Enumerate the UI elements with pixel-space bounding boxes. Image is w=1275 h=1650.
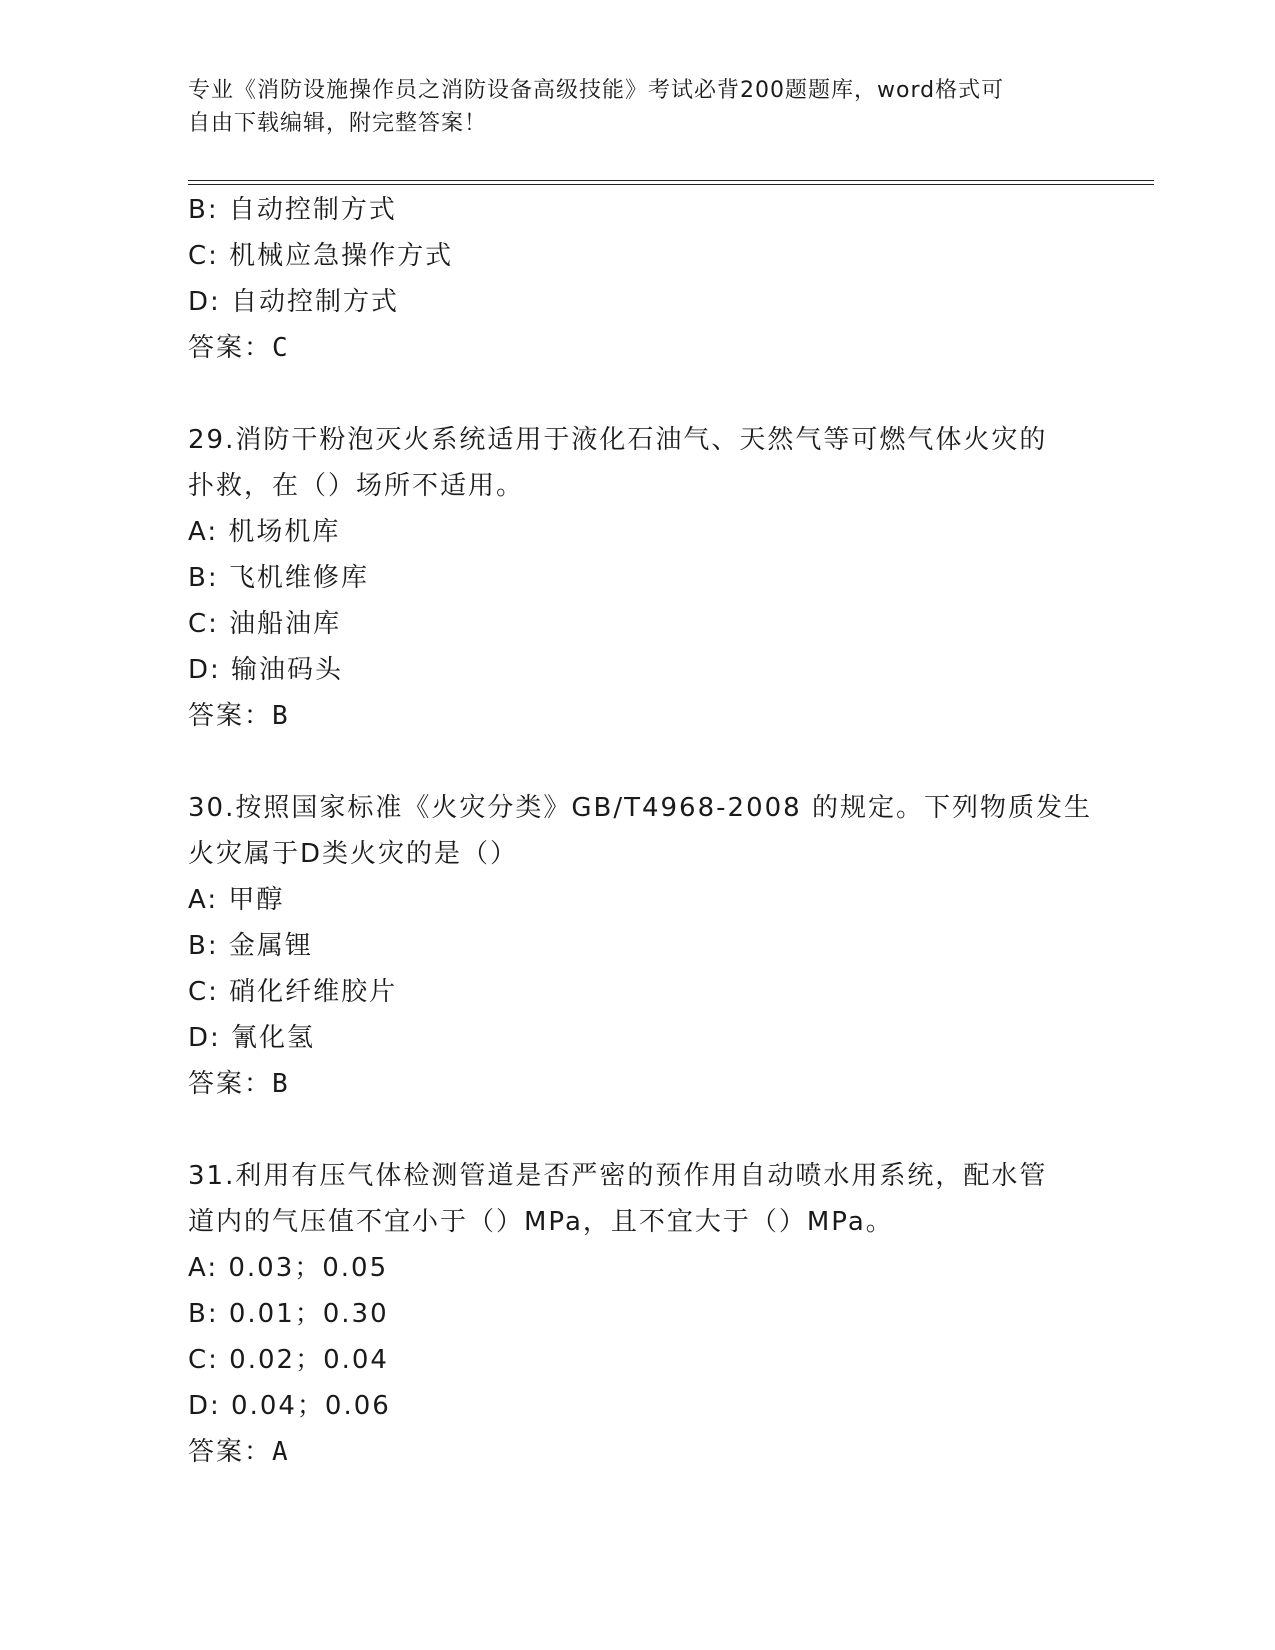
header-divider [188,180,1154,185]
question-fragment [188,187,1088,371]
answer-label: 答案： [188,701,273,731]
answer-line [188,693,1088,739]
question-stem-line: 扑救，在（）场所不适用。 [188,471,525,501]
header-title-line-1: 专业《消防设施操作员之消防设备高级技能》考试必背200题题库，word格式可 [188,78,1005,103]
question-stem-line: 火灾属于D类火灾的是（） [188,839,519,869]
answer-value: B [272,701,290,731]
option-a: A: 机场机库 [188,517,341,547]
option-b: B: 金属锂 [188,931,313,961]
answer-value: A [272,1437,290,1467]
question-list [188,187,1092,1475]
question-stem-line: 道内的气压值不宜小于（）MPa，且不宜大于（）MPa。 [188,1207,894,1237]
option-d: D: 氰化氢 [188,1023,316,1053]
question-stem-line: 29.消防干粉泡灭火系统适用于液化石油气、天然气等可燃气体火灾的 [188,425,1048,455]
page-header [188,74,1088,140]
answer-line [188,325,1088,371]
option-b: B: 飞机维修库 [188,563,369,593]
option-d: D: 自动控制方式 [188,287,400,317]
question-30 [188,785,1092,1107]
option-d: D: 0.04；0.06 [188,1391,391,1421]
header-title-line-2: 自由下载编辑，附完整答案！ [188,111,488,136]
answer-label: 答案： [188,1437,273,1467]
answer-label: 答案： [188,1069,273,1099]
answer-value: B [272,1069,290,1099]
option-a: A: 0.03；0.05 [188,1253,389,1283]
question-stem-line: 31.利用有压气体检测管道是否严密的预作用自动喷水用系统，配水管 [188,1161,1048,1191]
option-d: D: 输油码头 [188,655,344,685]
question-stem-line: 30.按照国家标准《火灾分类》GB/T4968-2008 的规定。下列物质发生 [188,793,1092,823]
option-b: B: 自动控制方式 [188,195,397,225]
question-29 [188,417,1088,739]
option-b: B: 0.01；0.30 [188,1299,389,1329]
answer-line [188,1429,1088,1475]
answer-line [188,1061,1088,1107]
option-a: A: 甲醇 [188,885,285,915]
answer-label: 答案： [188,333,273,363]
option-c: C: 油船油库 [188,609,342,639]
question-31 [188,1153,1088,1475]
option-c: C: 硝化纤维胶片 [188,977,398,1007]
option-c: C: 机械应急操作方式 [188,241,454,271]
option-c: C: 0.02；0.04 [188,1345,389,1375]
answer-value: C [272,333,290,363]
